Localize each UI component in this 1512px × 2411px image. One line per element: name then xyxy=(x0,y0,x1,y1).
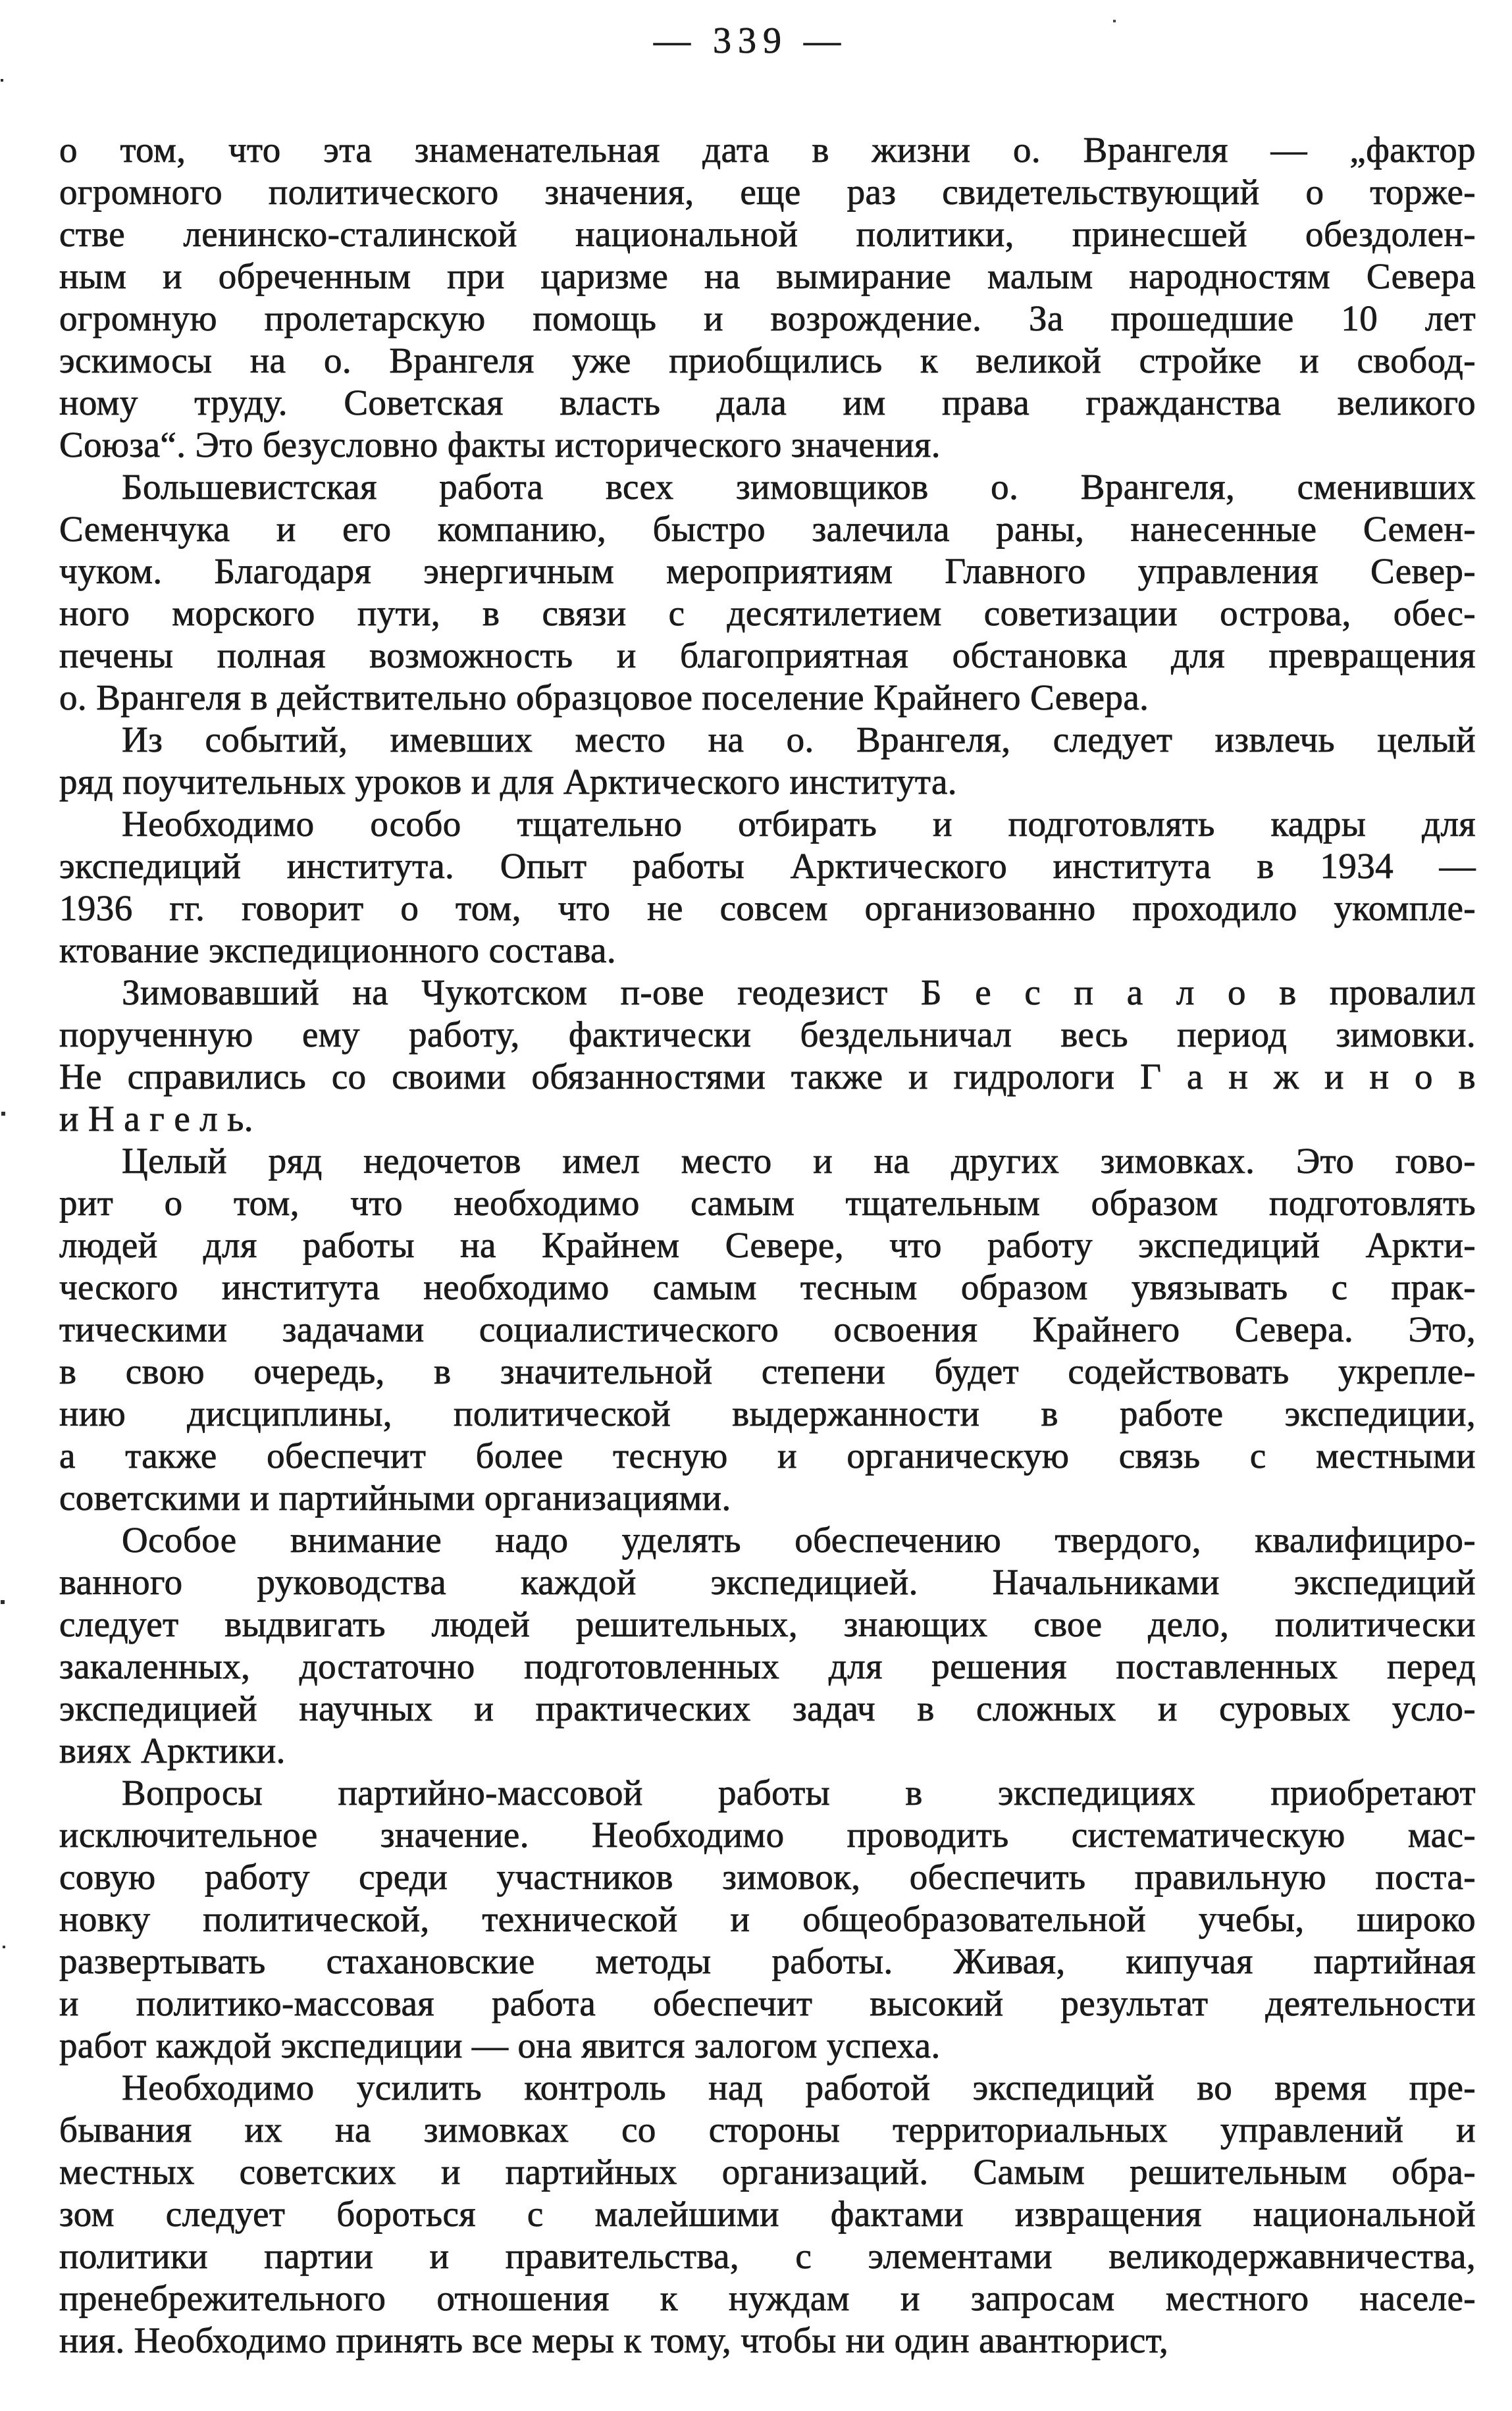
text-line: экспедиций института. Опыт работы Арктического института в 1934 — xyxy=(59,846,1476,886)
paragraph xyxy=(59,2067,1476,2362)
text-line: огромную пролетарскую помощь и возрождение. За прошедшие 10 лет xyxy=(59,298,1476,338)
text-line: виях Арктики. xyxy=(59,1730,286,1771)
paragraph xyxy=(59,719,1476,803)
text-line: работ каждой экспедиции — она явится залогом успеха. xyxy=(59,2025,941,2065)
text-line: Союза“. Это безусловно факты исторического значения. xyxy=(59,425,941,465)
text-line: Не справились со своими обязанностями также и гидрологи Г а н ж и н о в xyxy=(59,1056,1476,1097)
text-line: Большевистская работа всех зимовщиков о. Врангеля, сменивших xyxy=(122,467,1476,507)
page-header xyxy=(0,20,1501,62)
paragraph xyxy=(59,1519,1476,1772)
text-line: зом следует бороться с малейшими фактами извращения национальной xyxy=(59,2194,1476,2234)
scan-speck xyxy=(1,79,3,82)
text-line: исключительное значение. Необходимо проводить систематическую мас- xyxy=(59,1815,1476,1855)
text-line: экспедицией научных и практических задач в сложных и суровых усло- xyxy=(59,1688,1476,1728)
text-line: ному труду. Советская власть дала им права гражданства великого xyxy=(59,382,1476,423)
text-line: бывания их на зимовках со стороны территориальных управлений и xyxy=(59,2110,1476,2150)
text-line: в свою очередь, в значительной степени будет содействовать укрепле- xyxy=(59,1351,1476,1391)
text-line: новку политической, технической и общеобразовательной учебы, широко xyxy=(59,1899,1476,1939)
text-line: развертывать стахановские методы работы. Живая, кипучая партийная xyxy=(59,1941,1476,1981)
paragraph xyxy=(59,1140,1476,1519)
text-line: советскими и партийными организациями. xyxy=(59,1478,731,1518)
page-number: — 339 — xyxy=(654,20,847,61)
text-line: ктование экспедиционного состава. xyxy=(59,930,616,970)
text-line: нию дисциплины, политической выдержанности в работе экспедиции, xyxy=(59,1393,1476,1434)
text-line: ния. Необходимо принять все меры к тому, чтобы ни один авантюрист, xyxy=(59,2320,1169,2360)
paragraph xyxy=(59,803,1476,972)
text-line: Семенчука и его компанию, быстро залечила раны, нанесенные Семен- xyxy=(59,509,1476,549)
text-line: Зимовавший на Чукотском п-ове геодезист Б е с п а л о в провалил xyxy=(122,972,1476,1012)
paragraph xyxy=(59,466,1476,719)
text-line: Из событий, имевших место на о. Врангеля, следует извлечь целый xyxy=(122,719,1476,760)
text-line: следует выдвигать людей решительных, знающих свое дело, политически xyxy=(59,1604,1476,1644)
paragraph xyxy=(59,129,1476,466)
paragraph xyxy=(59,1772,1476,2067)
text-line: чуком. Благодаря энергичным мероприятиям Главного управления Север- xyxy=(59,551,1476,591)
text-line: политики партии и правительства, с элементами великодержавничества, xyxy=(59,2236,1476,2276)
text-line: местных советских и партийных организаций. Самым решительным обра- xyxy=(59,2152,1476,2192)
text-line: закаленных, достаточно подготовленных для решения поставленных перед xyxy=(59,1646,1476,1686)
text-line: 1936 гг. говорит о том, что не совсем организованно проходило укомпле- xyxy=(59,888,1476,928)
text-line: печены полная возможность и благоприятная обстановка для превращения xyxy=(59,635,1476,675)
text-line: ным и обреченным при царизме на вымирание малым народностям Севера xyxy=(59,256,1476,296)
text-line: ряд поучительных уроков и для Арктического института. xyxy=(59,762,957,802)
text-line: тическими задачами социалистического освоения Крайнего Севера. Это, xyxy=(59,1309,1476,1349)
text-line: Вопросы партийно-массовой работы в экспедициях приобретают xyxy=(122,1773,1476,1813)
page-body xyxy=(59,129,1476,2362)
text-line: Необходимо особо тщательно отбирать и подготовлять кадры для xyxy=(122,804,1476,844)
text-line: эскимосы на о. Врангеля уже приобщились к великой стройке и свобод- xyxy=(59,340,1476,380)
text-line: порученную ему работу, фактически бездельничал весь период зимовки. xyxy=(59,1014,1476,1054)
text-line: людей для работы на Крайнем Севере, что работу экспедиций Аркти- xyxy=(59,1225,1476,1265)
text-line: а также обеспечит более тесную и органическую связь с местными xyxy=(59,1436,1476,1476)
text-line: Целый ряд недочетов имел место и на других зимовках. Это гово- xyxy=(122,1141,1476,1181)
text-line: рит о том, что необходимо самым тщательным образом подготовлять xyxy=(59,1183,1476,1223)
text-line: пренебрежительного отношения к нуждам и запросам местного населе- xyxy=(59,2278,1476,2318)
text-line: о. Врангеля в действительно образцовое поселение Крайнего Севера. xyxy=(59,677,1149,717)
text-line: совую работу среди участников зимовок, обеспечить правильную поста- xyxy=(59,1857,1476,1897)
text-line: Необходимо усилить контроль над работой экспедиций во время пре- xyxy=(122,2067,1476,2108)
text-line: и Н а г е л ь. xyxy=(59,1099,253,1139)
text-line: Особое внимание надо уделять обеспечению твердого, квалифициро- xyxy=(122,1520,1476,1560)
text-line: огромного политического значения, еще раз свидетельствующий о торже- xyxy=(59,172,1476,212)
text-line: ческого института необходимо самым тесным образом увязывать с прак- xyxy=(59,1267,1476,1307)
text-line: стве ленинско-сталинской национальной политики, принесшей обездолен- xyxy=(59,214,1476,254)
text-line: о том, что эта знаменательная дата в жизни о. Врангеля — „фактор xyxy=(59,130,1476,170)
text-line: ного морского пути, в связи с десятилетием советизации острова, обес- xyxy=(59,593,1476,633)
text-line: и политико-массовая работа обеспечит высокий результат деятельности xyxy=(59,1983,1476,2023)
paragraph xyxy=(59,972,1476,1140)
text-line: ванного руководства каждой экспедицией. Начальниками экспедиций xyxy=(59,1562,1476,1602)
